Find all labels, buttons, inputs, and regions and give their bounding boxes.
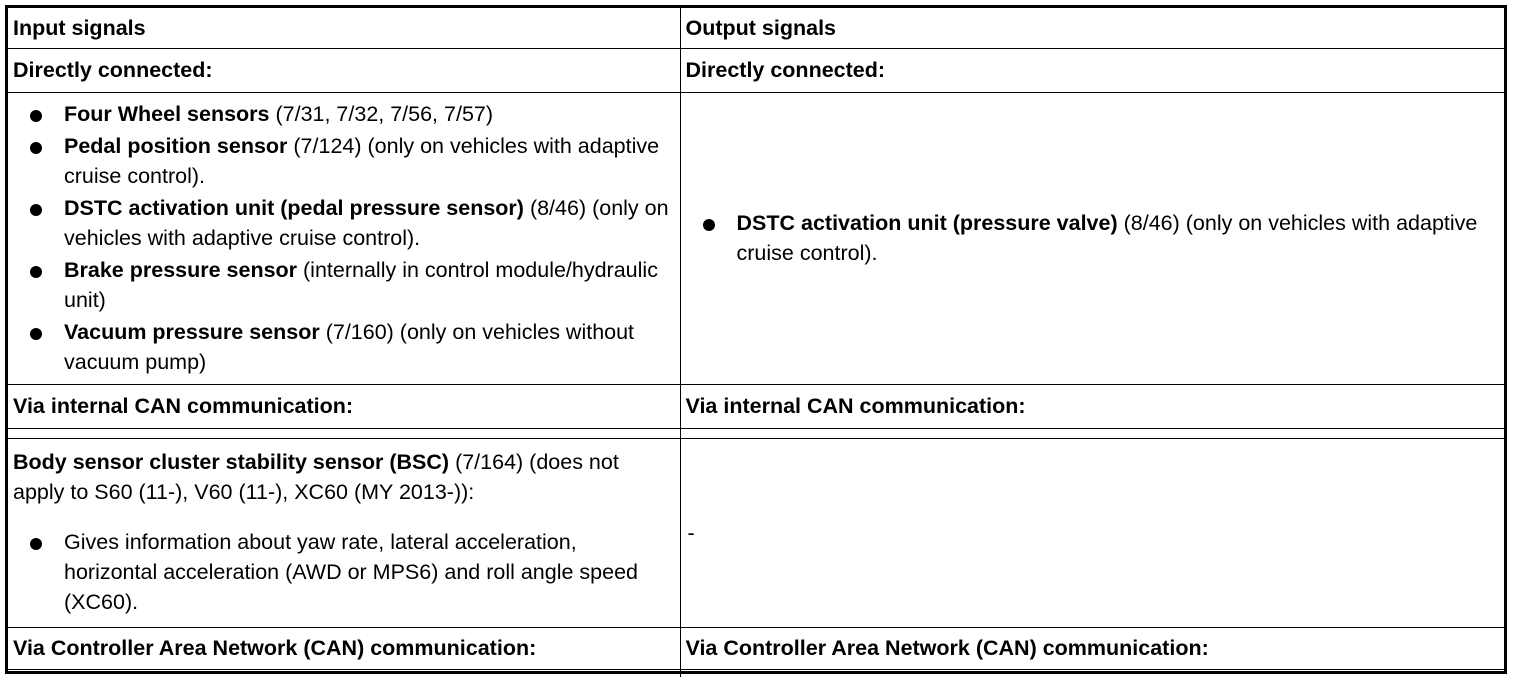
- input-controller-can-cell: [8, 627, 680, 669]
- list-item-title: Four Wheel sensors: [64, 102, 270, 126]
- output-controller-can-cell: [680, 627, 1504, 669]
- directly-connected-row: [8, 48, 1504, 92]
- input-signals-header-text: Input signals: [13, 16, 146, 41]
- internal-can-row: [8, 384, 1504, 428]
- direct-outputs-list: [686, 208, 1499, 268]
- list-item-title: DSTC activation unit (pedal pressure sensor): [64, 196, 524, 220]
- output-internal-can-label: Via internal CAN communication:: [685, 394, 1026, 418]
- output-directly-connected-cell: [680, 48, 1504, 92]
- tail-row: [8, 669, 1504, 677]
- list-item-title: Pedal position sensor: [64, 134, 288, 158]
- output-controller-can-label: Via Controller Area Network (CAN) communication:: [685, 636, 1209, 660]
- signals-table-frame: [5, 5, 1507, 674]
- signals-table: [8, 8, 1504, 677]
- bsc-list: [13, 527, 674, 617]
- list-item-title: Vacuum pressure sensor: [64, 320, 320, 344]
- tail-cell: [8, 669, 680, 677]
- bsc-input-cell: [8, 438, 680, 627]
- list-item: [13, 255, 674, 315]
- input-internal-can-label: Via internal CAN communication:: [13, 394, 354, 418]
- input-controller-can-label: Via Controller Area Network (CAN) communication:: [13, 636, 537, 660]
- direct-inputs-list: [13, 99, 674, 377]
- output-signals-header-text: Output signals: [685, 16, 836, 41]
- list-item-title: DSTC activation unit (pressure valve): [736, 211, 1118, 235]
- spacer-cell: [8, 428, 680, 438]
- list-item-detail: (7/124) (only on vehicles with adaptive cruise control).: [64, 134, 660, 188]
- list-item: [686, 208, 1499, 268]
- list-item: [13, 317, 674, 377]
- list-item-detail: (7/31, 7/32, 7/56, 7/57): [269, 102, 494, 126]
- direct-outputs-cell: [680, 92, 1504, 384]
- table-header-row: [8, 8, 1504, 48]
- output-internal-can-cell: [680, 384, 1504, 428]
- spacer-row: [8, 428, 1504, 438]
- list-item: [13, 99, 674, 129]
- bsc-detail: (7/164) (does not apply to S60 (11-), V60 (11-), XC60 (MY 2013-)):: [13, 449, 619, 504]
- bsc-output-value: -: [687, 520, 695, 545]
- direct-inputs-cell: [8, 92, 680, 384]
- list-item-title: Brake pressure sensor: [64, 258, 298, 282]
- output-signals-header: [680, 8, 1504, 48]
- direct-signals-row: [8, 92, 1504, 384]
- bsc-title: Body sensor cluster stability sensor (BSC): [13, 449, 450, 474]
- list-item-detail: (8/46) (only on vehicles with adaptive cruise control).: [736, 211, 1478, 265]
- list-item-detail: (8/46) (only on vehicles with adaptive cruise control).: [64, 196, 669, 250]
- input-internal-can-cell: [8, 384, 680, 428]
- output-directly-connected-label: Directly connected:: [685, 58, 886, 82]
- bsc-output-cell: [680, 438, 1504, 627]
- list-item-detail: (7/160) (only on vehicles without vacuum pump): [64, 320, 635, 374]
- bsc-row: [8, 438, 1504, 627]
- input-directly-connected-cell: [8, 48, 680, 92]
- tail-cell: [680, 669, 1504, 677]
- input-signals-header: [8, 8, 680, 48]
- list-item: Gives information about yaw rate, lateral acceleration, horizontal acceleration (AWD or MPS6) and roll angle speed (XC60).: [13, 527, 674, 617]
- spacer-cell: [680, 428, 1504, 438]
- input-directly-connected-label: Directly connected:: [13, 58, 213, 82]
- list-item: [13, 193, 674, 253]
- controller-can-row: [8, 627, 1504, 669]
- list-item-detail: (internally in control module/hydraulic unit): [64, 258, 658, 312]
- bsc-description: [13, 447, 674, 507]
- list-item: [13, 131, 674, 191]
